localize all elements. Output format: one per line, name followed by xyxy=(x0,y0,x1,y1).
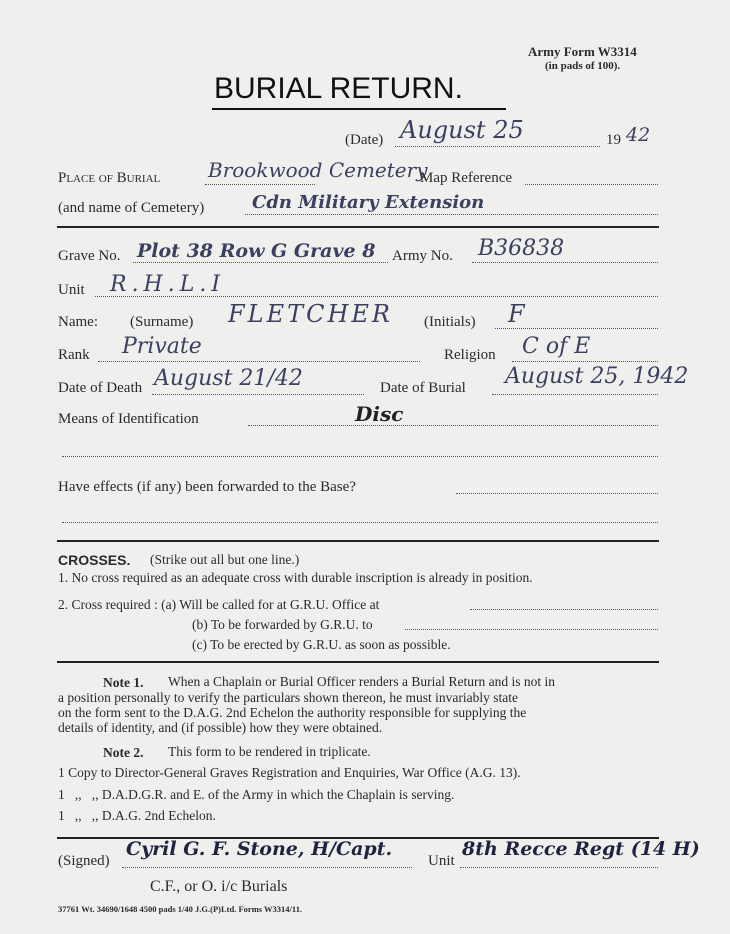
means-value: Disc xyxy=(355,402,404,426)
army-no-value: B36838 xyxy=(478,236,565,261)
blank-dotted-line xyxy=(62,522,658,523)
note1-line: details of identity, and (if possible) how they were obtained. xyxy=(58,720,383,735)
cross-option-2a: 2. Cross required : (a) Will be called for at G.R.U. Office at xyxy=(58,597,380,612)
section-divider xyxy=(57,661,659,663)
note2-text: This form to be rendered in triplicate. xyxy=(168,744,371,759)
cemetery-value: Cdn Military Extension xyxy=(252,192,485,213)
year-value: 42 xyxy=(626,124,651,146)
cross-option-2a-dotted-line xyxy=(470,609,658,610)
section-divider xyxy=(57,540,659,542)
surname-label: (Surname) xyxy=(130,314,194,330)
copy-line: 1 Copy to Director-General Graves Registration and Enquiries, War Office (A.G. 13). xyxy=(58,765,521,780)
crosses-title: CROSSES. xyxy=(58,552,131,568)
initials-dotted-line xyxy=(495,328,658,329)
print-footer: 37761 Wt. 34690/1648 4500 pads 1/40 J.G.(P)Ltd. Forms W3314/11. xyxy=(58,904,303,914)
place-dotted-line xyxy=(205,184,315,185)
rank-label: Rank xyxy=(58,347,90,363)
signature-unit-label: Unit xyxy=(428,853,455,869)
copy-line: 1 ,, ,, D.A.D.G.R. and E. of the Army in which the Chaplain is serving. xyxy=(58,787,455,802)
crosses-note: (Strike out all but one line.) xyxy=(150,552,300,567)
army-no-dotted-line xyxy=(472,262,658,263)
signatory-role: C.F., or O. i/c Burials xyxy=(150,878,288,895)
signature-unit-dotted-line xyxy=(460,867,658,868)
grave-value: Plot 38 Row G Grave 8 xyxy=(137,240,376,262)
religion-dotted-line xyxy=(512,361,658,362)
date-of-burial-dotted-line xyxy=(492,394,658,395)
initials-value: F xyxy=(508,300,525,328)
unit-label: Unit xyxy=(58,282,85,298)
blank-dotted-line xyxy=(62,456,658,457)
religion-value: C of E xyxy=(522,334,591,359)
note1-line: When a Chaplain or Burial Officer renders a Burial Return and is not in xyxy=(168,674,556,689)
date-of-death-label: Date of Death xyxy=(58,380,143,396)
date-of-death-value: August 21/42 xyxy=(154,366,303,391)
signed-label: (Signed) xyxy=(58,853,110,869)
note2-title: Note 2. xyxy=(103,745,144,760)
date-of-burial-value: August 25, 1942 xyxy=(505,364,689,389)
form-number: Army Form W3314 xyxy=(528,44,637,59)
date-value: August 25 xyxy=(400,116,524,144)
initials-label: (Initials) xyxy=(424,314,476,330)
rank-value: Private xyxy=(122,334,202,359)
note1-title: Note 1. xyxy=(103,675,144,690)
unit-value: R.H.L.I xyxy=(110,272,226,297)
means-dotted-line xyxy=(248,425,658,426)
pads-note: (in pads of 100). xyxy=(545,60,621,72)
name-label: Name: xyxy=(58,314,98,330)
map-reference-dotted-line xyxy=(525,184,658,185)
grave-dotted-line xyxy=(133,262,388,263)
date-dotted-line xyxy=(395,146,600,147)
signature-value: Cyril G. F. Stone, H/Capt. xyxy=(126,838,393,860)
note1-line: on the form sent to the D.A.G. 2nd Echelon the authority responsible for supplying the xyxy=(58,705,527,720)
title-underline xyxy=(212,108,506,110)
effects-dotted-line xyxy=(456,493,658,494)
cemetery-dotted-line xyxy=(245,214,658,215)
section-divider xyxy=(57,226,659,228)
signature-dotted-line xyxy=(122,867,412,868)
means-label: Means of Identification xyxy=(58,411,199,427)
year-prefix: 19 xyxy=(606,132,621,148)
date-of-death-dotted-line xyxy=(152,394,364,395)
date-label: (Date) xyxy=(345,132,384,148)
place-value: Brookwood Cemetery xyxy=(208,158,428,182)
page-title: BURIAL RETURN. xyxy=(214,72,463,105)
army-no-label: Army No. xyxy=(392,248,453,264)
cross-option-1: 1. No cross required as an adequate cross with durable inscription is already in position. xyxy=(58,570,533,585)
surname-value: FLETCHER xyxy=(228,300,393,328)
cemetery-label: (and name of Cemetery) xyxy=(58,200,205,216)
effects-label: Have effects (if any) been forwarded to the Base? xyxy=(58,479,356,495)
copy-line: 1 ,, ,, D.A.G. 2nd Echelon. xyxy=(58,808,216,823)
cross-option-2b-dotted-line xyxy=(405,629,658,630)
map-reference-label: Map Reference xyxy=(420,170,513,186)
cross-option-2b: (b) To be forwarded by G.R.U. to xyxy=(192,617,373,632)
signature-unit-value: 8th Recce Regt (14 H) xyxy=(462,838,700,860)
religion-label: Religion xyxy=(444,347,496,363)
note1-line: a position personally to verify the particulars shown thereon, he must invariably state xyxy=(58,690,519,705)
cross-option-2c: (c) To be erected by G.R.U. as soon as possible. xyxy=(192,637,451,652)
date-of-burial-label: Date of Burial xyxy=(380,380,466,396)
rank-dotted-line xyxy=(98,361,420,362)
place-label: Place of Burial xyxy=(58,170,161,186)
grave-label: Grave No. xyxy=(58,248,121,264)
